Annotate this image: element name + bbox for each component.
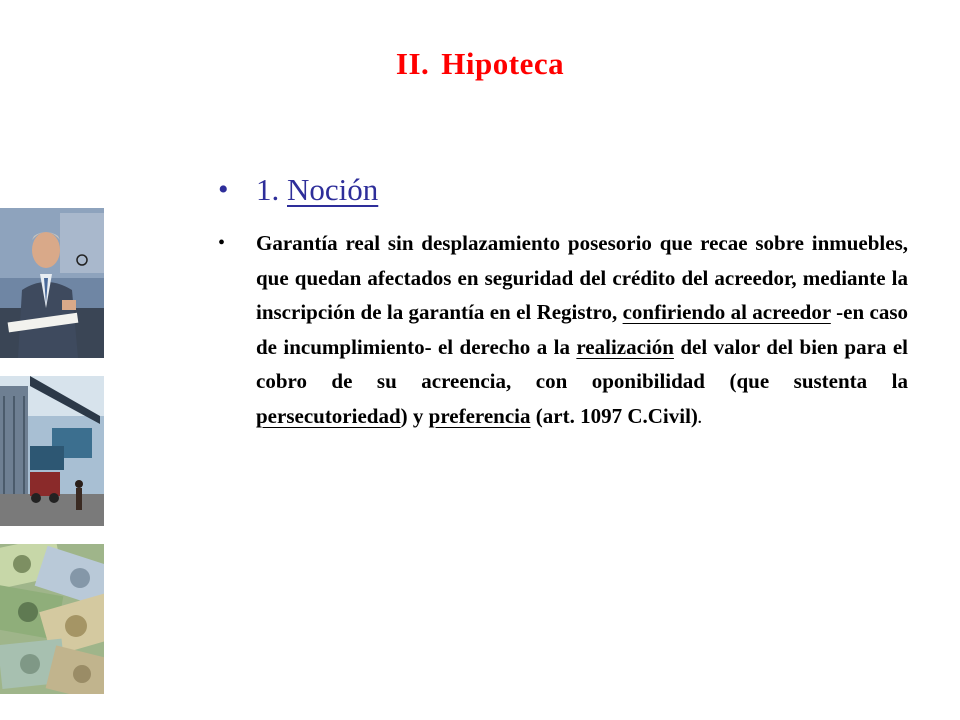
title-text: Hipoteca [441,46,565,81]
underlined-phrase: realización [576,334,674,359]
underlined-phrase: persecutoriedad [256,403,401,428]
underlined-phrase: preferencia [428,403,531,428]
definition-text: Garantía real sin desplazamiento posesorio que recae sobre inmuebles, que quedan afectados en seguridad del crédito del acreedor, mediante la inscripción de la garantía en el Registro, confiriendo al acreedor -en caso de incumplimiento- el derecho a la realización del valor del bien para el cobro de su acreencia, con oponibilidad (que sustenta la persecutoriedad) y preferencia (art. 1097 C.Civil). [256,231,908,428]
heading-number: 1. [256,172,280,207]
bullet-dot: • [218,173,229,206]
port-cargo-photo [0,376,104,526]
underlined-phrase: confiriendo al acreedor [622,300,831,324]
heading-bullet [218,168,908,212]
banknotes-photo [0,544,104,694]
businessman-photo [0,208,104,358]
definition-bullet [218,226,908,436]
bullet-dot: • [218,232,226,254]
title-number: II. [395,46,430,81]
bullet-list [218,168,908,436]
slide-title [0,46,960,82]
nocion-link[interactable]: Noción [287,172,379,207]
